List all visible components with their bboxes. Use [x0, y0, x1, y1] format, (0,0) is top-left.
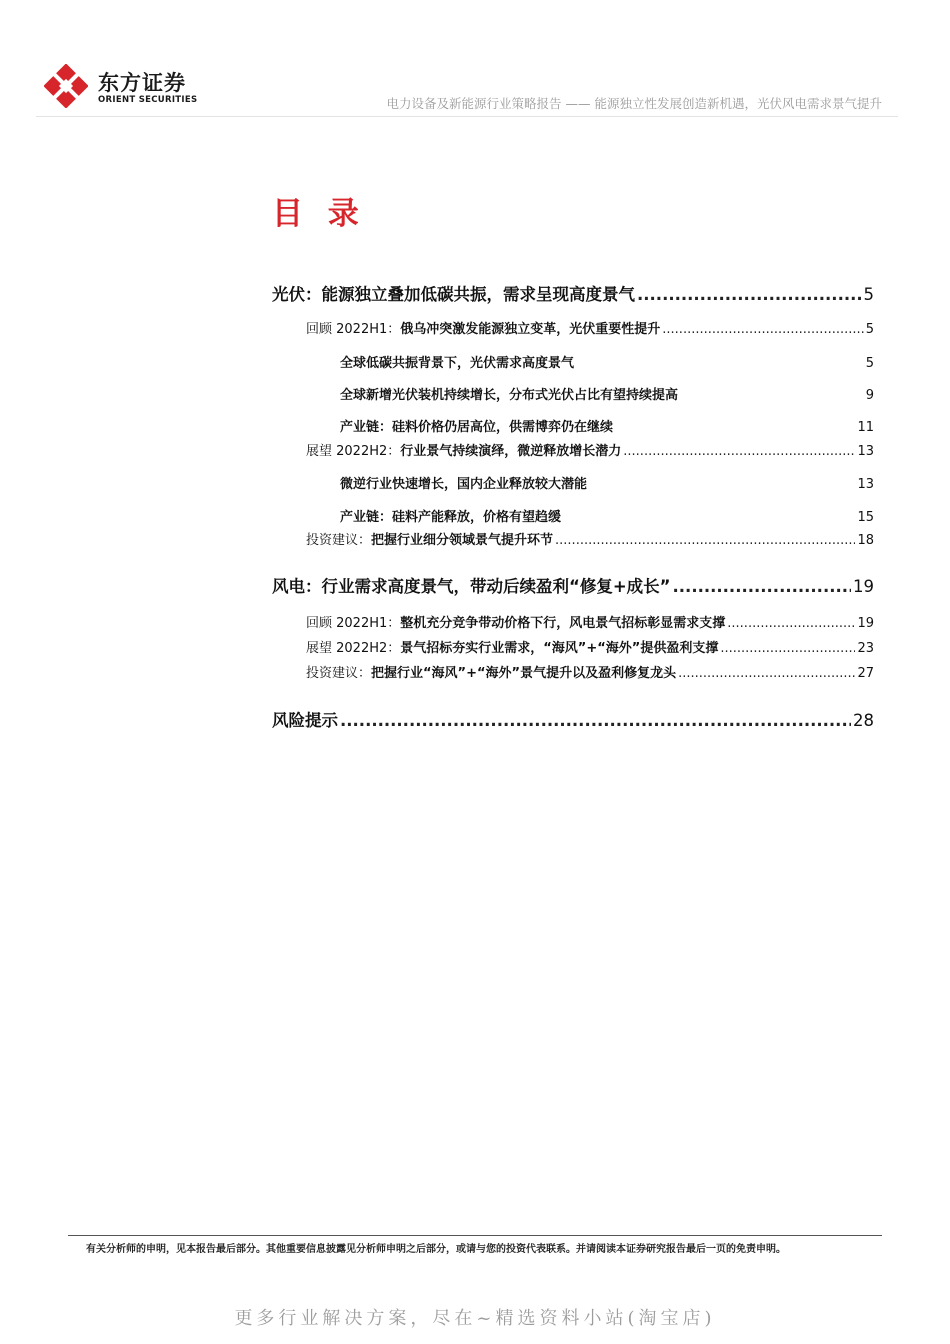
toc-entry[interactable]: [306, 440, 874, 459]
toc-entry-prefix: 展望 2022H2：: [306, 641, 401, 656]
toc-entry[interactable]: [306, 662, 874, 681]
watermark-text: 更多行业解决方案，尽在~精选资料小站(淘宝店): [234, 1308, 716, 1329]
orient-securities-logo-icon: [44, 64, 88, 108]
toc-entry-page: 13: [857, 477, 874, 492]
toc-entry-prefix: 回顾 2022H1：: [306, 616, 401, 631]
dot-leader: [673, 577, 851, 596]
dot-leader: [340, 711, 851, 730]
dot-leader: [623, 444, 855, 459]
dot-leader: [555, 533, 855, 548]
toc-heading: 目 录: [272, 196, 366, 232]
toc-entry-page: 5: [865, 356, 874, 371]
toc-entry-label: 整机充分竞争带动价格下行，风电景气招标彰显需求支撑: [400, 616, 726, 631]
toc-entry-page: 11: [857, 420, 874, 435]
toc-entry[interactable]: [306, 612, 874, 631]
toc-entry-label: 光伏：能源独立叠加低碳共振，需求呈现高度景气: [272, 285, 635, 304]
toc-entry[interactable]: [340, 416, 874, 435]
toc-entry-label: 产业链：硅料价格仍居高位，供需博弈仍在继续: [340, 420, 614, 435]
toc-entry[interactable]: [306, 529, 874, 548]
toc-entry-page: 5: [865, 322, 874, 337]
toc-entry-label: 把握行业“海风”+“海外”景气提升以及盈利修复龙头: [371, 666, 677, 681]
header-divider: [36, 116, 898, 117]
logo-chinese-name: 东方证券: [98, 71, 186, 95]
toc-entry-label: 行业景气持续演绎，微逆释放增长潜力: [400, 444, 622, 459]
footer-disclaimer: 有关分析师的申明，见本报告最后部分。其他重要信息披露见分析师申明之后部分，或请与您的投资代表联系。并请阅读本证券研究报告最后一页的免责申明。: [86, 1244, 786, 1255]
dot-leader: [637, 285, 862, 304]
footer-divider: [68, 1235, 882, 1236]
logo-english-name: ORIENT SECURITIES: [98, 95, 198, 105]
dot-leader: [662, 322, 863, 337]
toc-entry-label: 把握行业细分领域景气提升环节: [371, 533, 554, 548]
toc-entry[interactable]: [306, 637, 874, 656]
toc-entry[interactable]: [306, 318, 874, 337]
toc-entry-page: 28: [853, 711, 874, 730]
toc-entry-page: 5: [863, 285, 874, 304]
toc-entry-prefix: 投资建议：: [306, 666, 372, 681]
toc-entry[interactable]: [272, 281, 874, 305]
toc-entry-label: 风电：行业需求高度景气，带动后续盈利“修复+成长”: [272, 577, 671, 596]
toc-entry-page: 19: [857, 616, 874, 631]
toc-entry[interactable]: [272, 573, 874, 597]
toc-entry[interactable]: [340, 352, 874, 371]
dot-leader: [727, 616, 855, 631]
toc-entry-label: 俄乌冲突激发能源独立变革，光伏重要性提升: [400, 322, 661, 337]
company-logo: [44, 64, 204, 108]
dot-leader: [720, 641, 855, 656]
toc-entry[interactable]: [340, 506, 874, 525]
toc-entry-prefix: 投资建议：: [306, 533, 372, 548]
toc-entry[interactable]: [340, 473, 874, 492]
toc-entry[interactable]: [340, 384, 874, 403]
toc-entry-label: 产业链：硅料产能释放，价格有望趋缓: [340, 510, 562, 525]
toc-entry-prefix: 展望 2022H2：: [306, 444, 401, 459]
toc-entry-label: 全球新增光伏装机持续增长，分布式光伏占比有望持续提高: [340, 388, 679, 403]
dot-leader: [678, 666, 855, 681]
toc-entry-page: 23: [857, 641, 874, 656]
toc-entry-page: 18: [857, 533, 874, 548]
toc-entry[interactable]: [272, 707, 874, 731]
toc-entry-label: 景气招标夯实行业需求，“海风”+“海外”提供盈利支撑: [400, 641, 719, 656]
toc-entry-page: 27: [857, 666, 874, 681]
toc-entry-page: 13: [857, 444, 874, 459]
toc-entry-label: 风险提示: [272, 711, 338, 730]
toc-entry-prefix: 回顾 2022H1：: [306, 322, 401, 337]
toc-entry-page: 15: [857, 510, 874, 525]
toc-entry-label: 全球低碳共振背景下，光伏需求高度景气: [340, 356, 575, 371]
toc-entry-page: 9: [865, 388, 874, 403]
report-header-title: 电力设备及新能源行业策略报告 —— 能源独立性发展创造新机遇，光伏风电需求景气提升: [386, 96, 882, 111]
toc-entry-label: 微逆行业快速增长，国内企业释放较大潜能: [340, 477, 588, 492]
toc-entry-page: 19: [853, 577, 874, 596]
